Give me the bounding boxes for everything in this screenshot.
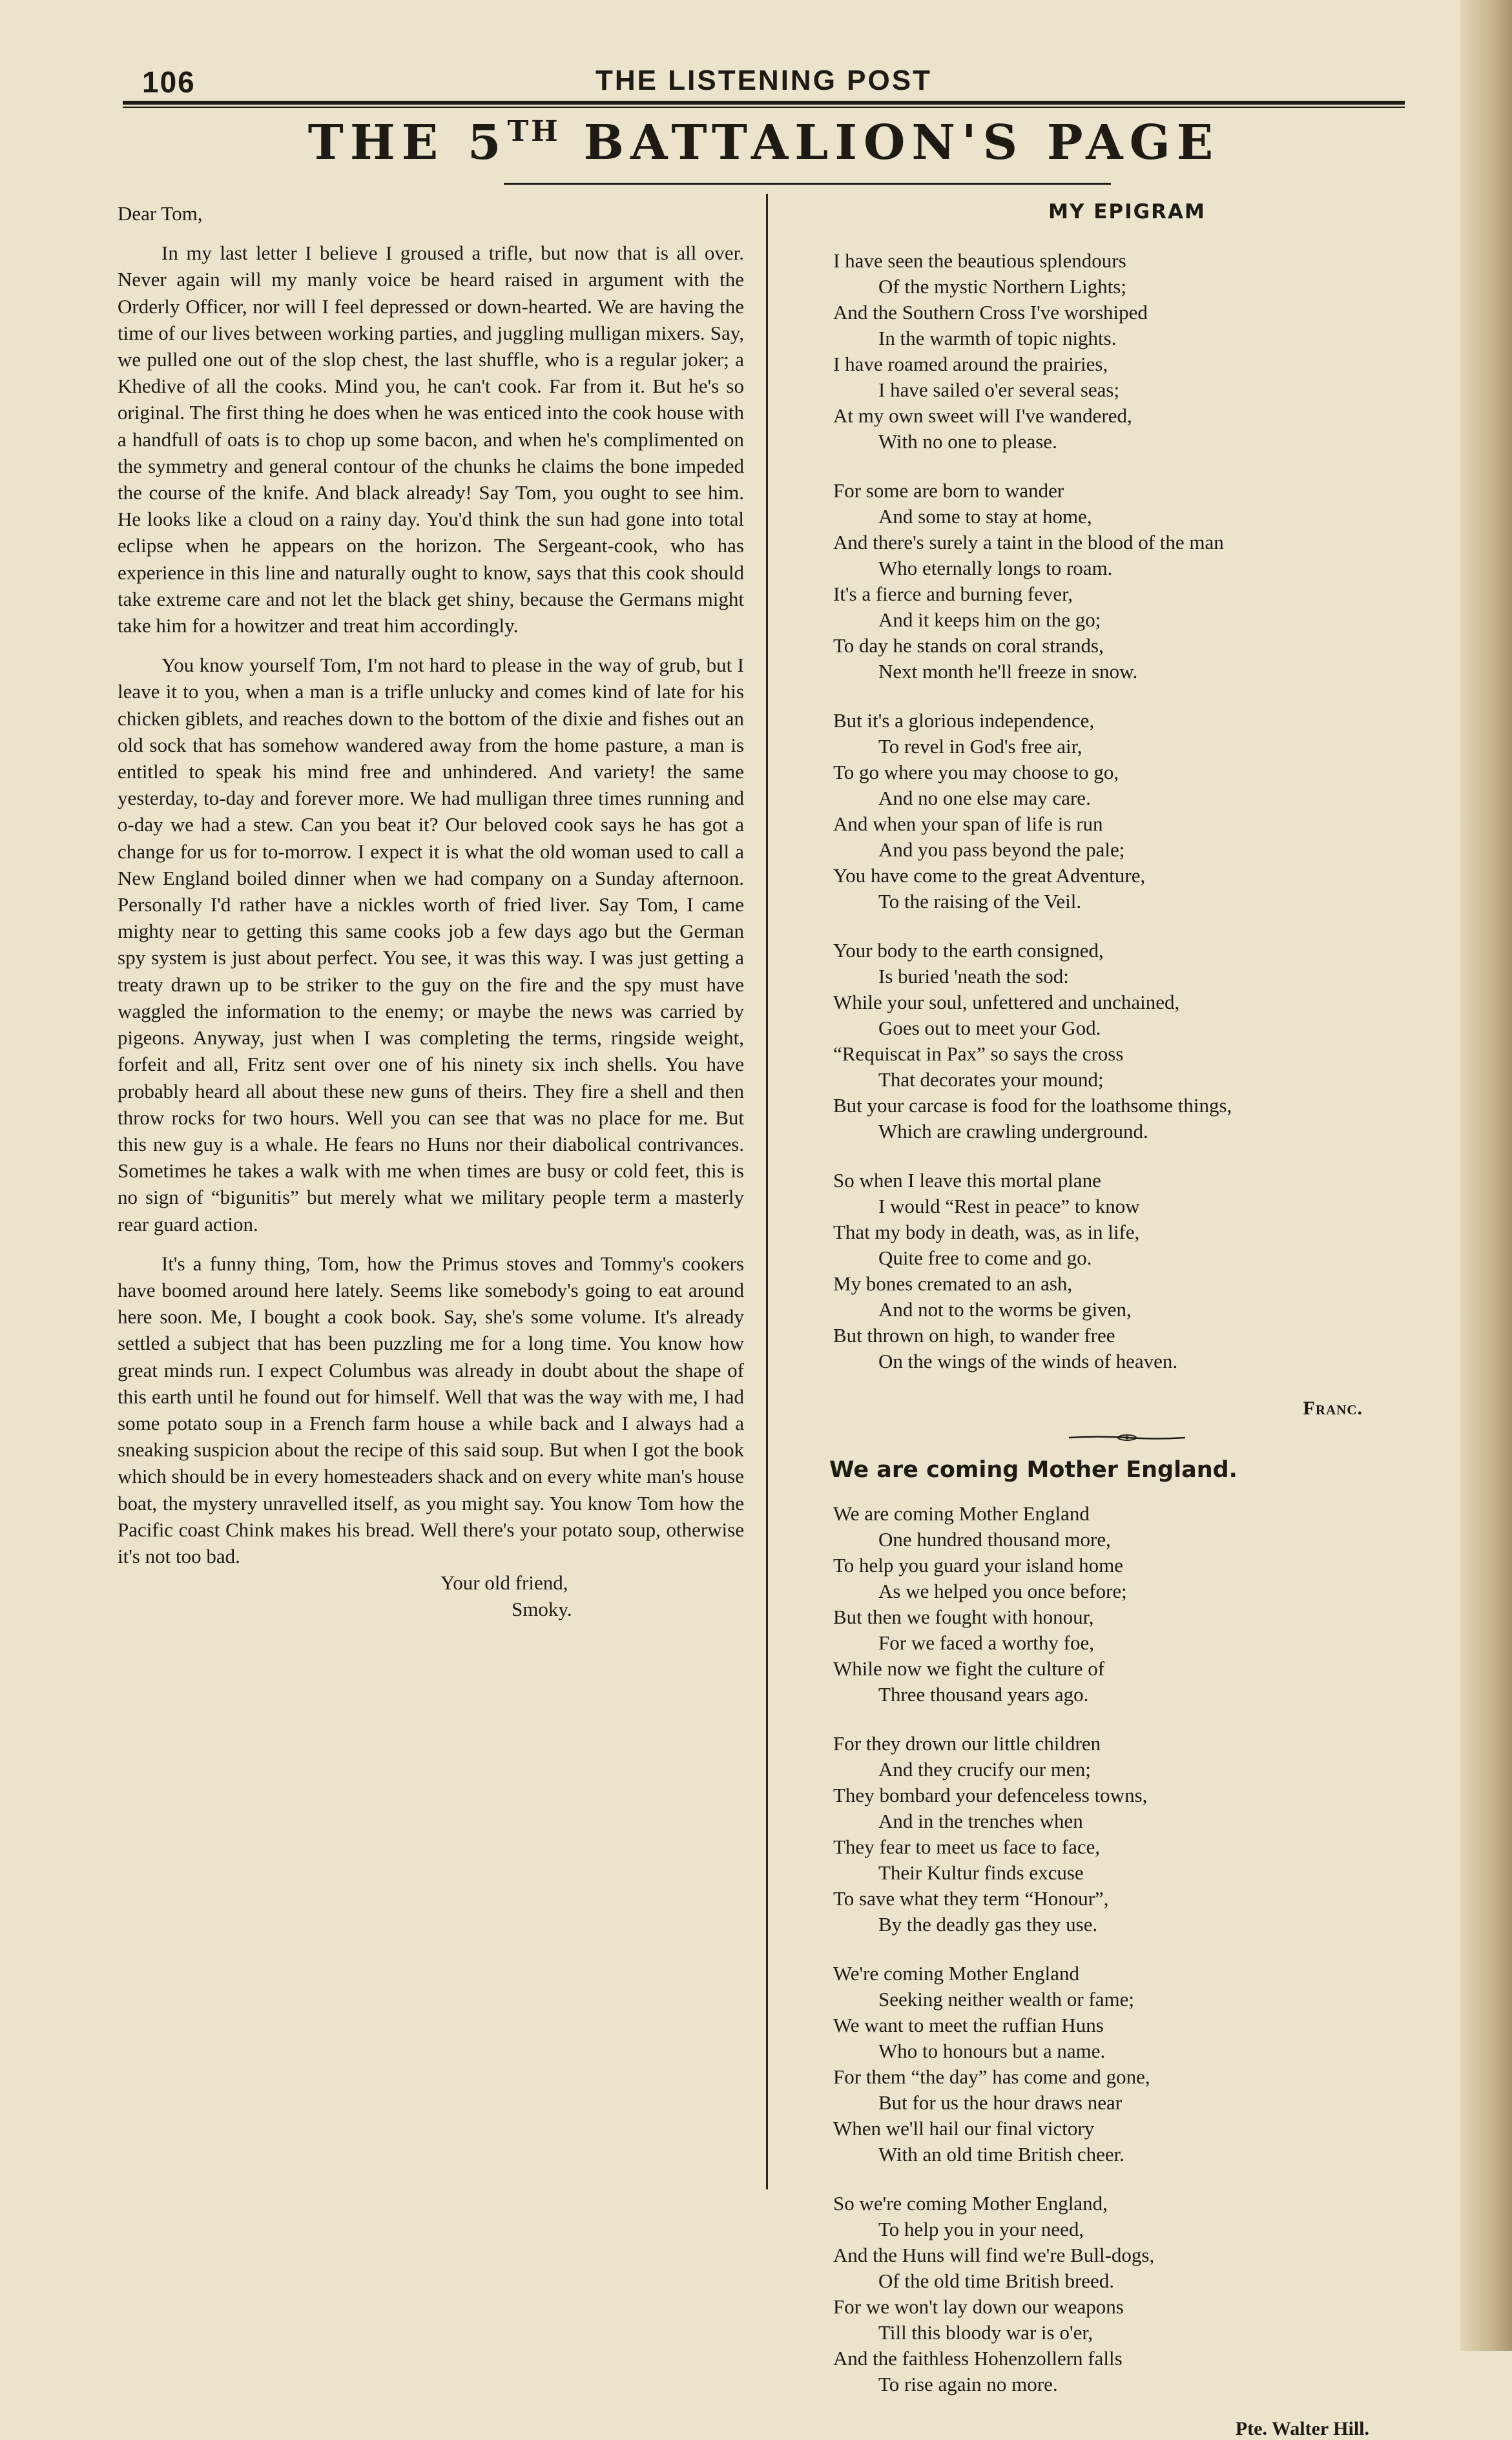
poem-line: To day he stands on coral strands, bbox=[833, 634, 1104, 657]
poem-line: We're coming Mother England bbox=[833, 1962, 1080, 1985]
poem-line: Your body to the earth consigned, bbox=[833, 939, 1104, 962]
poem-line: We are coming Mother England bbox=[833, 1502, 1090, 1525]
heading-underline bbox=[504, 183, 1111, 185]
poem-line: To revel in God's free air, bbox=[878, 735, 1082, 758]
poem-line: Till this bloody war is o'er, bbox=[878, 2321, 1093, 2344]
poem-line: I have sailed o'er several seas; bbox=[878, 378, 1120, 401]
poem-line: For some are born to wander bbox=[833, 479, 1064, 502]
poem-line: You have come to the great Adventure, bbox=[833, 864, 1146, 887]
poem-line: And when your span of life is run bbox=[833, 812, 1103, 835]
poem-author: Pte. Walter Hill. bbox=[1235, 2418, 1369, 2439]
poem-line: Which are crawling underground. bbox=[878, 1120, 1148, 1142]
letter-signature: Smoky. bbox=[512, 1598, 572, 1621]
poem-line: But it's a glorious independence, bbox=[833, 709, 1095, 732]
poem-line: To rise again no more. bbox=[878, 2373, 1058, 2395]
poem-line: One hundred thousand more, bbox=[878, 1528, 1111, 1551]
poem-line: To save what they term “Honour”, bbox=[833, 1887, 1109, 1910]
poem-line: They bombard your defenceless towns, bbox=[833, 1784, 1148, 1806]
poem-stanza bbox=[833, 708, 1421, 915]
poem-line: And no one else may care. bbox=[878, 787, 1091, 809]
letter-closing: Your old friend, bbox=[440, 1571, 568, 1595]
column-divider bbox=[766, 194, 768, 2189]
page-edge bbox=[1460, 0, 1512, 2351]
poem-stanza bbox=[833, 248, 1421, 455]
heading-post: BATTALION'S PAGE bbox=[560, 115, 1220, 171]
poem-line: But thrown on high, to wander free bbox=[833, 1324, 1115, 1347]
poem-line: And some to stay at home, bbox=[878, 505, 1092, 528]
poem-line: Is buried 'neath the sod: bbox=[878, 965, 1069, 987]
poem-line: Of the old time British breed. bbox=[878, 2269, 1115, 2292]
poem-line: While now we fight the culture of bbox=[833, 1657, 1105, 1680]
poem-line: I have roamed around the prairies, bbox=[833, 353, 1108, 375]
letter-column bbox=[118, 194, 744, 1623]
poem-stanza bbox=[833, 1731, 1421, 1938]
poem-line: And the faithless Hohenzollern falls bbox=[833, 2347, 1123, 2370]
page-heading bbox=[123, 115, 1405, 171]
poem-line: And the Southern Cross I've worshiped bbox=[833, 301, 1148, 324]
poem-line: To help you in your need, bbox=[878, 2218, 1084, 2240]
poem-line: With an old time British cheer. bbox=[878, 2143, 1125, 2166]
letter-paragraph: It's a funny thing, Tom, how the Primus stoves and Tommy's cookers have boomed around here lately. Seems like somebody's going to eat around here soon. Me, I bought a cook book. Say, she's some volume. It's already settled a subject that has been puzzling me for a long time. You know how great minds run. I expect Columbus was already in doubt about the shape of this earth until he found out for himself. Well that was the way with me, I had some potato soup in a French farm house a while back and I always had a sneaking suspicion about the recipe of this said soup. But when I got the book which should be in every homesteaders shack and on every white man's house boat, the mystery unravelled itself, as you might say. You know Tom how the Pacific coast Chink makes his bread. Well there's your potato soup, otherwise it's not too bad. bbox=[118, 1252, 744, 1567]
poem-line: Goes out to meet your God. bbox=[878, 1017, 1101, 1039]
poem-line: Seeking neither wealth or fame; bbox=[878, 1988, 1134, 2011]
poem-stanza bbox=[833, 478, 1421, 685]
poems-column bbox=[829, 194, 1421, 2440]
poem-line: To the raising of the Veil. bbox=[878, 890, 1082, 913]
poem-line: And they crucify our men; bbox=[878, 1758, 1091, 1781]
poem-line: As we helped you once before; bbox=[878, 1580, 1127, 1602]
poem-line: And in the trenches when bbox=[878, 1810, 1083, 1832]
poem-line: When we'll hail our final victory bbox=[833, 2117, 1095, 2140]
poem-stanza bbox=[833, 1501, 1421, 1708]
poem-line: Of the mystic Northern Lights; bbox=[878, 275, 1126, 298]
poem-line: And there's surely a taint in the blood of the man bbox=[833, 531, 1224, 553]
page-header bbox=[123, 65, 1405, 103]
poem-line: To go where you may choose to go, bbox=[833, 761, 1119, 783]
heading-pre: THE 5 bbox=[307, 115, 508, 171]
poem-line: It's a fierce and burning fever, bbox=[833, 583, 1073, 605]
poem-stanza bbox=[833, 2191, 1421, 2397]
poem-line: And not to the worms be given, bbox=[878, 1298, 1132, 1321]
poem-line: That decorates your mound; bbox=[878, 1068, 1104, 1091]
poem-line: I would “Rest in peace” to know bbox=[878, 1195, 1140, 1217]
poem-mother-england bbox=[833, 1501, 1421, 2397]
poem-line: By the deadly gas they use. bbox=[878, 1913, 1098, 1936]
poem-line: To help you guard your island home bbox=[833, 1554, 1123, 1577]
poem-line: But your carcase is food for the loathsome things, bbox=[833, 1094, 1232, 1117]
poem-line: Who to honours but a name. bbox=[878, 2040, 1106, 2062]
poem-title: We are coming Mother England. bbox=[829, 1457, 1238, 1483]
header-rule-thin bbox=[123, 107, 1405, 108]
ornament-divider-icon bbox=[1069, 1432, 1185, 1443]
poem-line: With no one to please. bbox=[878, 430, 1057, 453]
letter-paragraph: You know yourself Tom, I'm not hard to please in the way of grub, but I leave it to you, when a man is a trifle unlucky and comes kind of late for his chicken giblets, and reaches down to the bottom of the dixie and fishes out an old sock that has somehow wandered away from the home pasture, a man is entitled to speak his mind free and unhindered. And variety! the same yesterday, to-day and forever more. We had mulligan three times running and o-day we had a stew. Can you beat it? Our beloved cook says he has got a change for us for to-morrow. I expect it is what the old woman used to call a New England boiled dinner when we had company on a Sunday afternoon. Personally I'd rather have a nickles worth of fried liver. Say Tom, I came mighty near to getting this same cooks job a few days ago but the German spy system is just about perfect. You see, it was this way. I was just getting a treaty drawn up to be striker to the guy on the fire and the spy must have waggled the information to the enemy; or maybe the news was carried by pigeons. Anyway, just when I was completing the terms, ringside weight, forfeit and all, Fritz sent over one of his ninety six inch shells. You have probably heard all about these new guns of theirs. They fire a shell and then throw rocks for two hours. Well you can see that was no place for me. But this new guy is a whale. He fears no Huns nor their diabolical contrivances. Sometimes he takes a walk with me when times are busy or cold feet, this is no sign of “bigunitis” but merely what we military people term a masterly rear guard action. bbox=[118, 654, 744, 1236]
poem-line: For they drown our little children bbox=[833, 1732, 1101, 1755]
poem-stanza bbox=[833, 938, 1421, 1144]
poem-line: Next month he'll freeze in snow. bbox=[878, 660, 1138, 683]
poem-author: Franc. bbox=[1303, 1398, 1363, 1419]
poem-line: My bones cremated to an ash, bbox=[833, 1272, 1073, 1295]
poem-line: Quite free to come and go. bbox=[878, 1246, 1092, 1269]
running-title: THE LISTENING POST bbox=[595, 65, 932, 96]
letter-paragraph: In my last letter I believe I groused a trifle, but now that is all over. Never again will my manly voice be heard raised in argument with the Orderly Officer, nor will I feel depressed or down-hearted. We are having the time of our lives between working parties, and juggling mulligan mixers. Say, we pulled one out of the slop chest, the last shuffle, who is a regular joker; a Khedive of all the cooks. Mind you, he can't cook. Far from it. But he's so original. The first thing he does when he was enticed into the cook house with a handfull of oats is to chop up some bacon, and when he's complimented on the symmetry and general contour of the chunks he claims the bone impeded the course of the knife. And black already! Say Tom, you ought to see him. He looks like a cloud on a rainy day. You'd think the sun had gone into total eclipse when he appears on the horizon. The Sergeant-cook, who has experience in this line and naturally ought to know, says that this cook should take extreme care and not let the black get shiny, because the Germans might take him for a howitzer and treat him accordingly. bbox=[118, 242, 744, 637]
poem-stanza bbox=[833, 1961, 1421, 2167]
poem-title: MY EPIGRAM bbox=[1048, 200, 1206, 223]
page-number: 106 bbox=[142, 65, 196, 99]
poem-line: On the wings of the winds of heaven. bbox=[878, 1350, 1178, 1372]
poem-line: Who eternally longs to roam. bbox=[878, 557, 1113, 579]
poem-epigram bbox=[833, 248, 1421, 1374]
poem-line: “Requiscat in Pax” so says the cross bbox=[833, 1042, 1124, 1065]
poem-line: At my own sweet will I've wandered, bbox=[833, 404, 1132, 427]
poem-line: But for us the hour draws near bbox=[878, 2091, 1123, 2114]
poem-line: That my body in death, was, as in life, bbox=[833, 1221, 1140, 1243]
letter-salutation: Dear Tom, bbox=[118, 202, 203, 225]
poem-line: I have seen the beautious splendours bbox=[833, 249, 1126, 272]
poem-line: And it keeps him on the go; bbox=[878, 608, 1101, 631]
poem-line: In the warmth of topic nights. bbox=[878, 327, 1117, 349]
poem-line: For we won't lay down our weapons bbox=[833, 2295, 1124, 2318]
poem-line: For them “the day” has come and gone, bbox=[833, 2065, 1150, 2088]
poem-line: We want to meet the ruffian Huns bbox=[833, 2014, 1104, 2036]
poem-line: And you pass beyond the pale; bbox=[878, 838, 1125, 861]
poem-line: For we faced a worthy foe, bbox=[878, 1631, 1094, 1654]
poem-line: Their Kultur finds excuse bbox=[878, 1861, 1084, 1884]
heading-sup: TH bbox=[507, 115, 561, 148]
poem-line: While your soul, unfettered and unchained, bbox=[833, 991, 1180, 1013]
header-rule bbox=[123, 101, 1405, 105]
poem-line: Three thousand years ago. bbox=[878, 1683, 1089, 1706]
poem-stanza bbox=[833, 1168, 1421, 1374]
poem-line: They fear to meet us face to face, bbox=[833, 1835, 1101, 1858]
poem-line: So when I leave this mortal plane bbox=[833, 1169, 1101, 1192]
poem-line: And the Huns will find we're Bull-dogs, bbox=[833, 2244, 1155, 2266]
poem-line: So we're coming Mother England, bbox=[833, 2192, 1108, 2215]
poem-line: But then we fought with honour, bbox=[833, 1606, 1094, 1628]
